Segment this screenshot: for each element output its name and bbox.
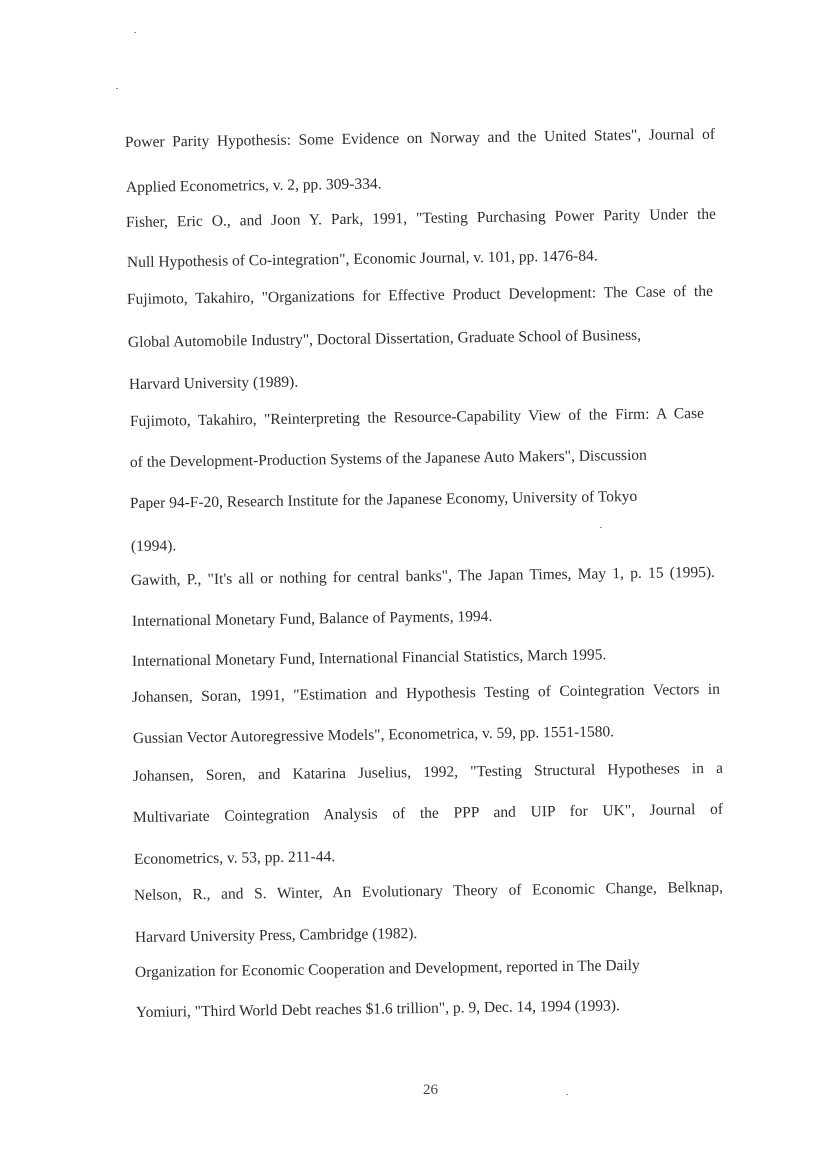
- reference-line: Nelson, R., and S. Winter, An Evolutionary Theory of Economic Change, Belknap,: [133, 878, 724, 904]
- reference-line: Organization for Economic Cooperation and Development, reported in The Daily: [134, 956, 640, 981]
- reference-line: Fujimoto, Takahiro, "Organizations for Effective Product Development: The Case of the: [126, 282, 714, 308]
- reference-line: Yomiuri, "Third World Debt reaches $1.6 trillion", p. 9, Dec. 14, 1994 (1993).: [135, 997, 621, 1021]
- reference-line: International Monetary Fund, International Financial Statistics, March 1995.: [131, 646, 607, 670]
- scan-speck: [134, 32, 136, 33]
- scan-speck: [116, 88, 118, 89]
- reference-line: International Monetary Fund, Balance of Payments, 1994.: [131, 607, 493, 630]
- reference-line: Harvard University (1989).: [128, 373, 299, 393]
- reference-line: Johansen, Soren, and Katarina Juselius, 1992, "Testing Structural Hypotheses in a: [132, 759, 724, 785]
- reference-line: Multivariate Cointegration Analysis of the PPP and UIP for UK", Journal of: [132, 800, 724, 826]
- reference-line: Global Automobile Industry", Doctoral Dissertation, Graduate School of Business,: [127, 326, 642, 351]
- reference-line: Gawith, P., "It's all or nothing for central banks", The Japan Times, May 1, p. 15 (1995).: [130, 563, 716, 589]
- reference-line: Johansen, Soran, 1991, "Estimation and Hypothesis Testing of Cointegration Vectors in: [131, 680, 721, 706]
- reference-line: Null Hypothesis of Co-integration", Economic Journal, v. 101, pp. 1476-84.: [126, 247, 598, 271]
- reference-line: of the Development-Production Systems of the Japanese Auto Makers", Discussion: [129, 446, 647, 471]
- reference-line: Fisher, Eric O., and Joon Y. Park, 1991, "Testing Purchasing Power Parity Under the: [125, 205, 717, 231]
- reference-line: Gussian Vector Autoregressive Models", Econometrica, v. 59, pp. 1551-1580.: [132, 723, 615, 747]
- reference-line: Applied Econometrics, v. 2, pp. 309-334.: [125, 175, 382, 196]
- reference-line: Harvard University Press, Cambridge (1982).: [134, 925, 418, 946]
- page-number: 26: [423, 1082, 438, 1098]
- reference-line: Power Parity Hypothesis: Some Evidence on Norway and the United States", Journal of: [124, 125, 716, 151]
- reference-line: (1994).: [130, 537, 177, 555]
- reference-line: Paper 94-F-20, Research Institute for the Japanese Economy, University of Tokyo: [129, 487, 638, 512]
- reference-line: Econometrics, v. 53, pp. 211-44.: [133, 848, 336, 868]
- scan-speck: [566, 1094, 568, 1095]
- scan-speck: [600, 527, 602, 528]
- reference-line: Fujimoto, Takahiro, "Reinterpreting the Resource-Capability View of the Firm: A Case: [129, 404, 705, 430]
